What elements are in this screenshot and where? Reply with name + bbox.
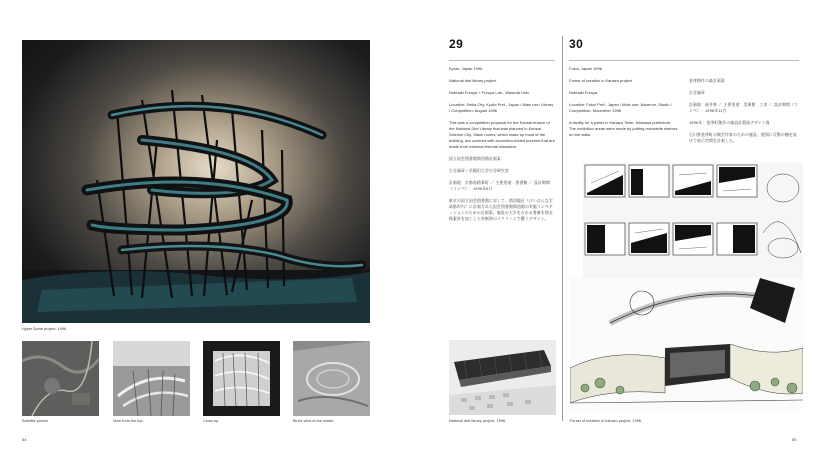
- rule: [569, 60, 799, 61]
- p29-location-year: Kyoto, Japan 1996: [449, 65, 483, 71]
- project-30-text: [569, 57, 799, 150]
- p29-image-caption: National diet library project, 1996.: [449, 419, 507, 423]
- p29-jp-details: 計画地：京都府精華町 ／ 主要用途：図書館 ／ 設計期間（コンペ）：1996年8月: [449, 180, 550, 191]
- p30-jp-details: 計画地：福井県 ／ 主要用途：美術館 工房 ／ 設計期間（コンペ）：1996年11月: [689, 102, 798, 113]
- kanazu-site-sketch: [570, 278, 803, 411]
- p30-jp-description: 石川県金津町の陶芸作家のための施設。壁面に可動の棚を設けて展示空間を計画した。: [689, 132, 797, 143]
- national-diet-library-model-photo: [449, 340, 556, 415]
- project-number-29: 29: [449, 37, 464, 51]
- p30-jp-note: 1996年：金津町創作の森設計競技デザイン賞: [689, 120, 770, 125]
- p30-location-year: Fukui, Japan 1996: [569, 65, 602, 71]
- project-number-30: 30: [569, 37, 584, 51]
- p30-japanese-column: [689, 66, 799, 150]
- birds-view-model-photo: [293, 341, 370, 416]
- p29-jp-description: 東京の国立国会図書館に対して、関西地区（けいはんな学研都市内）に計画された国会図書館関西館の実施コンペティションのための計画案。施設の大半を占める書庫を熱交換素材を加工した外断熱のスクリーンで覆うデザイン。: [449, 198, 553, 221]
- thumb-caption-2: View from the top.: [113, 419, 144, 423]
- satellite-picture: [22, 341, 99, 416]
- rule: [449, 60, 555, 61]
- p30-authors: Nobuaki Furuya: [569, 89, 598, 95]
- p30-details: Location: Fukui Pref., Japan / Main use: Museum, Studio / Competition: November 1996: [569, 101, 672, 113]
- p29-details: Location: Seika City, Kyoto Pref., Japan / Main use: Library / Competition: August 1996: [449, 101, 554, 113]
- p30-jp-title: 金津創作の森計画案: [689, 78, 725, 83]
- p30-english-column: [569, 66, 679, 150]
- hyper-spiral-model-photo: [22, 40, 370, 323]
- p29-authors: Nobuaki Furuya + Furuya Lab., Waseda Univ.: [449, 89, 530, 95]
- view-from-top-photo: [113, 341, 190, 416]
- p29-jp-title: 国立国会図書館関西館計画案: [449, 156, 501, 161]
- kanazu-sketch-grid: [583, 163, 803, 278]
- column-divider: [562, 36, 563, 421]
- thumb-caption-1: Satellite picture.: [22, 419, 50, 423]
- p29-jp-authors: 古谷誠章＋早稲田大学古谷研究室: [449, 168, 509, 173]
- page-number-right: 55: [792, 437, 797, 442]
- p30-jp-authors: 古谷誠章: [689, 90, 705, 95]
- p29-description: This was a competition proposal for the Kansai branch of the National Diet Library that was planned in Kansai Science City. Stack rooms, which make up most of the building, are covered with accordion-folded screens that are made from external thermal insulation.: [449, 119, 555, 149]
- close-up-photo: [203, 341, 280, 416]
- page-number-left: 54: [22, 437, 27, 442]
- p30-description: A facility for a potter in Kanazu Town, Ishikawa prefecture. The exhibition areas were made by putting moveable shelves on the walls.: [569, 119, 678, 137]
- hero-caption: Hyper Spiral project, 1996.: [22, 327, 68, 331]
- p30-image-caption: Forest of creation in Kanazu project, 1996.: [570, 419, 643, 423]
- p29-title: National diet library project: [449, 77, 497, 83]
- thumb-caption-4: Bird's view of the model.: [293, 419, 335, 423]
- p30-title: Forest of creation in Kanazu project: [569, 77, 633, 83]
- p30-two-columns: [569, 66, 799, 150]
- thumb-caption-3: Close-up.: [203, 419, 220, 423]
- project-29-text: [449, 57, 555, 228]
